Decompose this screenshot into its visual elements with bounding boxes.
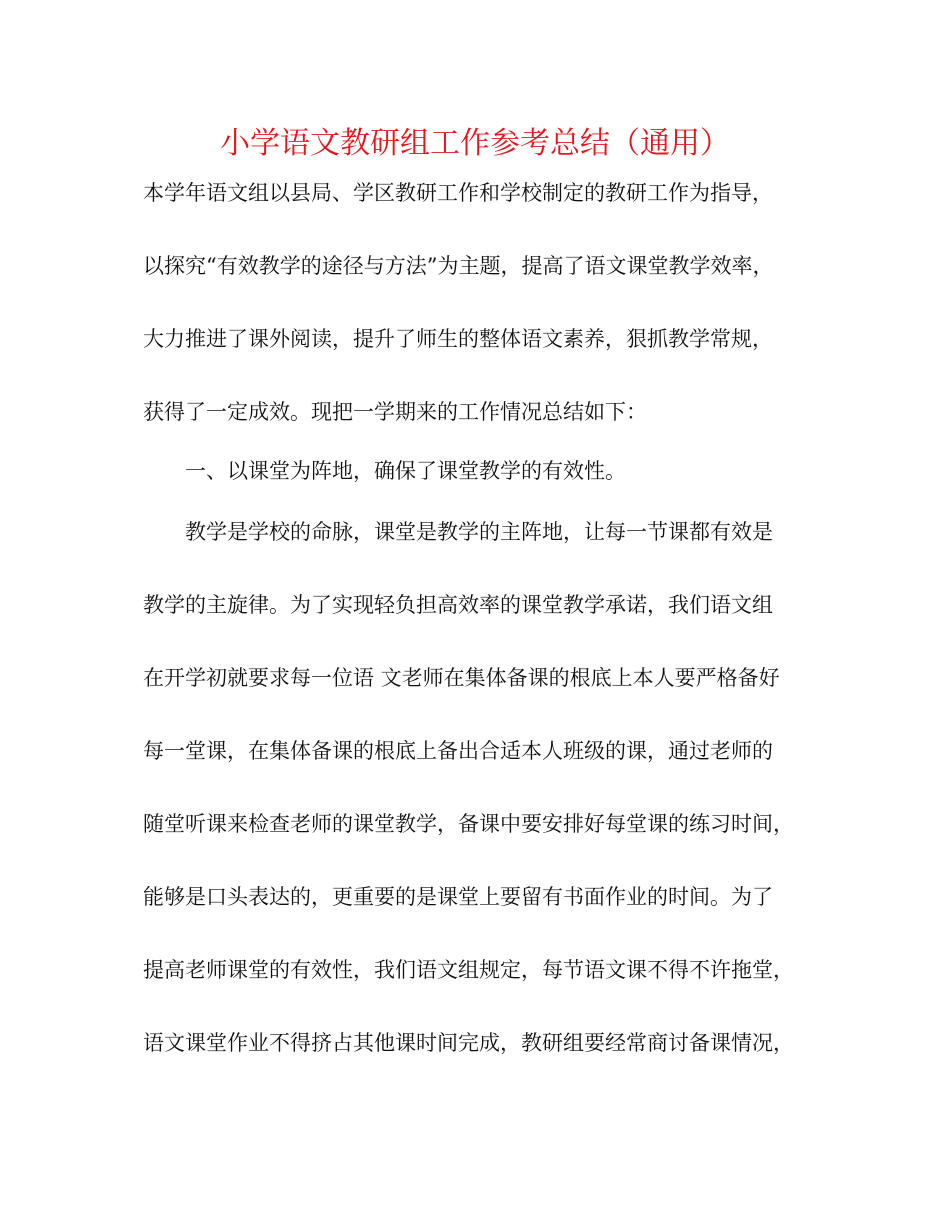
paragraph-line: 随堂听课来检查老师的课堂教学，备课中要安排好每堂课的练习时间， bbox=[143, 812, 794, 836]
document-title: 小学语文教研组工作参考总结（通用） bbox=[220, 126, 730, 161]
paragraph-line: 能够是口头表达的，更重要的是课堂上要留有书面作业的时间。为了 bbox=[143, 885, 773, 909]
paragraph-line: 在开学初就要求每一位语 文老师在集体备课的根底上本人要严格备好 bbox=[143, 666, 780, 690]
paragraph-line: 每一堂课，在集体备课的根底上备出合适本人班级的课，通过老师的 bbox=[143, 739, 773, 763]
paragraph-line: 本学年语文组以县局、学区教研工作和学校制定的教研工作为指导， bbox=[143, 181, 773, 205]
paragraph-line: 以探究“有效教学的途径与方法”为主题，提高了语文课堂教学效率， bbox=[143, 254, 774, 278]
paragraph-line: 提高老师课堂的有效性，我们语文组规定，每节语文课不得不许拖堂， bbox=[143, 958, 794, 982]
paragraph-line: 大力推进了课外阅读，提升了师生的整体语文素养，狠抓教学常规， bbox=[143, 327, 773, 351]
paragraph-line: 教学是学校的命脉，课堂是教学的主阵地，让每一节课都有效是 bbox=[185, 520, 773, 544]
paragraph-line: 教学的主旋律。为了实现轻负担高效率的课堂教学承诺，我们语文组 bbox=[143, 593, 773, 617]
paragraph-line: 语文课堂作业不得挤占其他课时间完成，教研组要经常商讨备课情况， bbox=[143, 1031, 794, 1055]
section-heading: 一、以课堂为阵地，确保了课堂教学的有效性。 bbox=[185, 459, 626, 483]
paragraph-line: 获得了一定成效。现把一学期来的工作情况总结如下： bbox=[143, 400, 647, 424]
